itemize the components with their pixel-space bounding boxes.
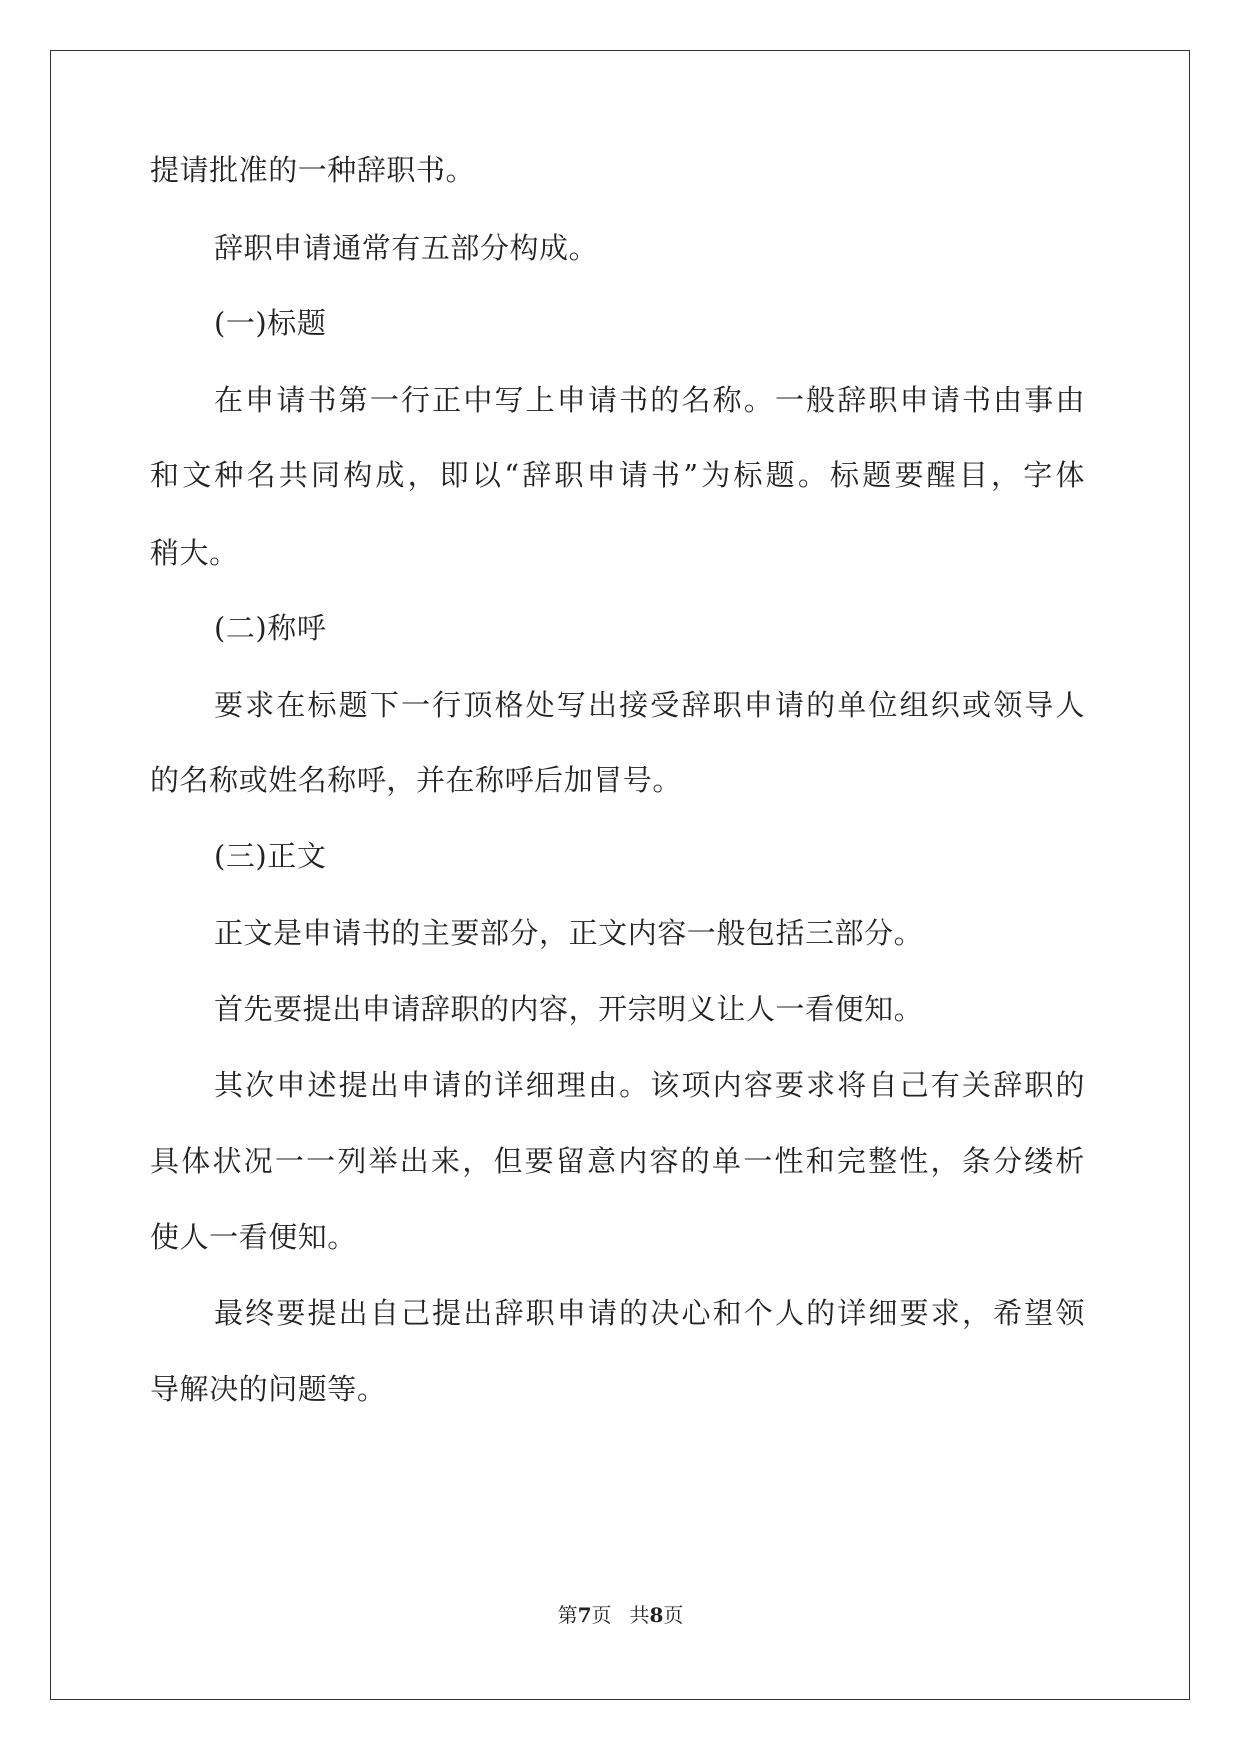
page-footer (0, 1603, 1241, 1627)
section-heading: (三)正文 (214, 839, 327, 873)
section-heading: (一)标题 (214, 306, 327, 340)
page-prefix: 第 (557, 1603, 578, 1627)
page-number: 7 (577, 1603, 592, 1627)
total-prefix: 共 (629, 1603, 650, 1627)
text-line: 首先要提出申请辞职的内容，开宗明义让人一看便知。 (214, 992, 924, 1026)
text-line: 最终要提出自己提出辞职申请的决心和个人的详细要求，希望领 (214, 1296, 1085, 1330)
text-line: 辞职申请通常有五部分构成。 (214, 231, 599, 265)
text-line: 要求在标题下一行顶格处写出接受辞职申请的单位组织或领导人 (214, 688, 1085, 722)
text-line: 在申请书第一行正中写上申请书的名称。一般辞职申请书由事由 (214, 383, 1085, 417)
text-line: 的名称或姓名称呼，并在称呼后加冒号。 (150, 763, 682, 797)
total-pages: 8 (649, 1603, 664, 1627)
text-line: 稍大。 (150, 536, 239, 570)
text-line: 具体状况一一列举出来，但要留意内容的单一性和完整性，条分缕析 (150, 1144, 1085, 1178)
page-suffix: 页 (591, 1603, 612, 1627)
text-line: 和文种名共同构成，即以“辞职申请书”为标题。标题要醒目，字体 (150, 458, 1085, 492)
text-line: 导解决的问题等。 (150, 1372, 387, 1406)
text-line: 正文是申请书的主要部分，正文内容一般包括三部分。 (214, 916, 924, 950)
text-line: 其次申述提出申请的详细理由。该项内容要求将自己有关辞职的 (214, 1068, 1085, 1102)
section-heading: (二)称呼 (214, 611, 327, 645)
text-line: 提请批准的一种辞职书。 (150, 153, 476, 187)
total-suffix: 页 (663, 1603, 684, 1627)
text-line: 使人一看便知。 (150, 1220, 357, 1254)
